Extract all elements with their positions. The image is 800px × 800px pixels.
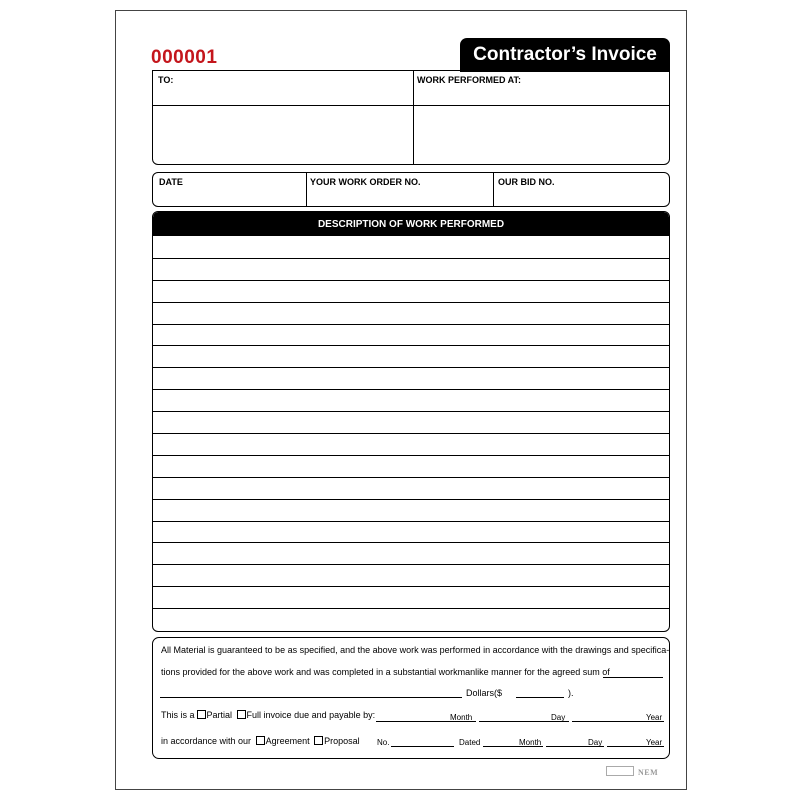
dated-month-label: Month bbox=[519, 738, 542, 747]
dollars-amount-line[interactable] bbox=[516, 697, 564, 698]
work-order-label: YOUR WORK ORDER NO. bbox=[310, 177, 421, 187]
brand-mark-icon bbox=[606, 766, 634, 776]
brand-logo bbox=[606, 766, 658, 777]
full-invoice-label: Full invoice due and payable by: bbox=[246, 710, 376, 720]
this-is-a-label: This is a bbox=[161, 710, 195, 720]
dollars-close: ). bbox=[568, 688, 574, 698]
brand-logo-text: NEM bbox=[638, 768, 659, 777]
amount-words-line[interactable] bbox=[160, 697, 462, 698]
proposal-label: Proposal bbox=[324, 736, 360, 746]
description-line[interactable] bbox=[153, 389, 669, 390]
terms-line-2: tions provided for the above work and was completed in a substantial workmanlike manner for the agreed sum of bbox=[161, 667, 610, 677]
bid-label: OUR BID NO. bbox=[498, 177, 555, 187]
to-label: TO: bbox=[158, 75, 174, 85]
accordance-row bbox=[161, 736, 360, 746]
due-day-label: Day bbox=[551, 713, 566, 722]
order-divider-2 bbox=[493, 172, 494, 207]
payment-type-row bbox=[161, 710, 375, 720]
description-line[interactable] bbox=[153, 521, 669, 522]
work-order-field[interactable] bbox=[308, 188, 491, 205]
date-label: DATE bbox=[159, 177, 183, 187]
serial-number: 000001 bbox=[151, 47, 218, 68]
description-line[interactable] bbox=[153, 564, 669, 565]
due-month-label: Month bbox=[450, 713, 473, 722]
work-performed-at-field[interactable] bbox=[415, 85, 668, 163]
work-performed-at-label: WORK PERFORMED AT: bbox=[417, 75, 521, 85]
date-field[interactable] bbox=[154, 188, 304, 205]
description-line[interactable] bbox=[153, 455, 669, 456]
dated-year-label: Year bbox=[646, 738, 663, 747]
description-line[interactable] bbox=[153, 608, 669, 609]
full-invoice-checkbox[interactable] bbox=[237, 710, 246, 719]
address-divider bbox=[413, 70, 414, 165]
description-line[interactable] bbox=[153, 542, 669, 543]
description-line[interactable] bbox=[153, 324, 669, 325]
agreement-label: Agreement bbox=[265, 736, 310, 746]
description-line[interactable] bbox=[153, 258, 669, 259]
no-label: No. bbox=[377, 738, 390, 747]
no-line[interactable] bbox=[391, 746, 454, 747]
invoice-title: Contractor’s Invoice bbox=[460, 38, 670, 72]
description-line[interactable] bbox=[153, 433, 669, 434]
to-field[interactable] bbox=[154, 85, 411, 163]
description-line[interactable] bbox=[153, 345, 669, 346]
description-line[interactable] bbox=[153, 302, 669, 303]
due-year-label: Year bbox=[646, 713, 663, 722]
partial-label: Partial bbox=[206, 710, 233, 720]
description-line[interactable] bbox=[153, 367, 669, 368]
description-line[interactable] bbox=[153, 499, 669, 500]
dollars-label: Dollars($ bbox=[466, 688, 503, 698]
terms-line-1: All Material is guaranteed to be as specified, and the above work was performed in accordance with the drawings and specifica- bbox=[161, 645, 670, 655]
partial-checkbox[interactable] bbox=[197, 710, 206, 719]
order-divider-1 bbox=[306, 172, 307, 207]
proposal-checkbox[interactable] bbox=[314, 736, 323, 745]
description-header: DESCRIPTION OF WORK PERFORMED bbox=[153, 212, 669, 236]
description-line[interactable] bbox=[153, 586, 669, 587]
dated-label: Dated bbox=[459, 738, 481, 747]
accordance-label: in accordance with our bbox=[161, 736, 252, 746]
description-box bbox=[152, 211, 670, 632]
description-line[interactable] bbox=[153, 280, 669, 281]
description-line[interactable] bbox=[153, 477, 669, 478]
bid-field[interactable] bbox=[495, 188, 668, 205]
dated-day-label: Day bbox=[588, 738, 603, 747]
agreement-checkbox[interactable] bbox=[256, 736, 265, 745]
agreed-sum-line[interactable] bbox=[603, 677, 663, 678]
description-line[interactable] bbox=[153, 411, 669, 412]
